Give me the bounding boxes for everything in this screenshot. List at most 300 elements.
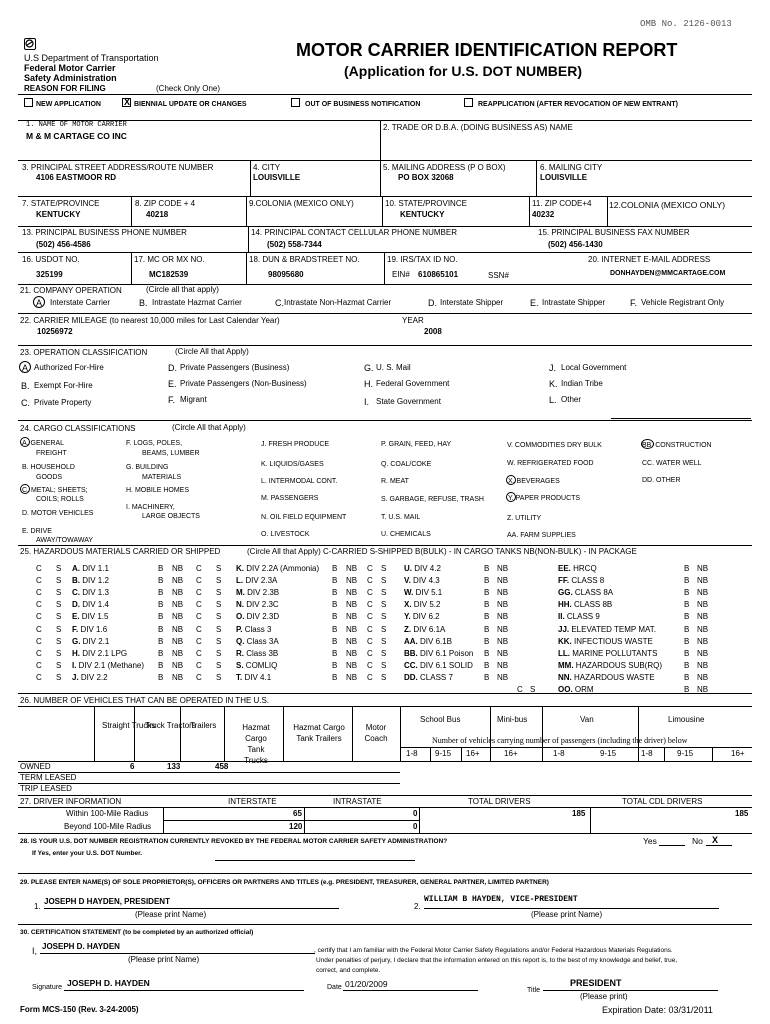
field-6-value[interactable]: LOUISVILLE [540, 173, 588, 182]
cargo-beverages[interactable]: X. BEVERAGES [508, 478, 560, 485]
bulk-option[interactable]: B [158, 588, 164, 598]
bulk-option[interactable]: B [484, 600, 490, 610]
field-20-value[interactable]: DONHAYDEN@MMCARTAGE.COM [610, 270, 726, 277]
q29-name-1[interactable]: JOSEPH D HAYDEN, PRESIDENT [44, 897, 170, 906]
hazmat-x-div-5-2: X. DIV 5.2 [404, 600, 441, 610]
drivers-total-header: TOTAL DRIVERS [468, 797, 531, 806]
cargo-livestock[interactable]: O. LIVESTOCK [261, 531, 310, 538]
field-16-value[interactable]: 325199 [36, 270, 63, 279]
bulk-option[interactable]: B [158, 612, 164, 622]
option-migrant[interactable]: Migrant [180, 395, 207, 404]
other-underline [611, 418, 751, 419]
bulk-option[interactable]: B [332, 624, 338, 634]
q28-no-mark: X [712, 835, 719, 845]
shipped-option[interactable]: S [56, 672, 62, 682]
shipped-option[interactable]: S [381, 588, 387, 598]
carried-option[interactable]: C [196, 648, 202, 658]
shipped-option[interactable]: S [216, 624, 222, 634]
option-letter[interactable]: J. [549, 363, 557, 373]
shipped-option[interactable]: S [381, 612, 387, 622]
non-bulk-option[interactable]: NB [697, 672, 709, 682]
cargo-intermodal[interactable]: L. INTERMODAL CONT. [261, 478, 338, 485]
non-bulk-option[interactable]: NB [172, 588, 184, 598]
carried-option[interactable]: C [367, 600, 373, 610]
carried-option[interactable]: C [367, 564, 373, 573]
non-bulk-option[interactable]: NB [346, 612, 358, 622]
field-5-value[interactable]: PO BOX 32068 [398, 173, 454, 182]
bulk-option[interactable]: B [158, 600, 164, 610]
field-7-value[interactable]: KENTUCKY [36, 210, 81, 219]
non-bulk-option[interactable]: NB [497, 648, 509, 658]
non-bulk-option[interactable]: NB [497, 636, 509, 646]
carried-option[interactable]: C [36, 612, 42, 622]
q28-no-line[interactable] [706, 845, 732, 846]
non-bulk-option[interactable]: NB [497, 612, 509, 622]
option-letter[interactable]: C. [21, 398, 30, 408]
field-19-ssn-label: SSN# [488, 271, 509, 280]
beyond-interstate-value[interactable]: 120 [289, 822, 303, 831]
non-bulk-option[interactable]: NB [172, 636, 184, 646]
field-4-value[interactable]: LOUISVILLE [253, 173, 301, 182]
owned-truck-tractors[interactable]: 133 [167, 762, 181, 771]
option-us-mail[interactable]: U. S. Mail [376, 363, 411, 372]
field-13-value[interactable]: (502) 456-4586 [36, 240, 91, 249]
non-bulk-option[interactable]: NB [172, 672, 184, 682]
option-authorized-for-hire[interactable]: Authorized For-Hire [34, 363, 104, 372]
bulk-option[interactable]: B [684, 588, 690, 598]
cargo-other[interactable]: DD. OTHER [642, 477, 681, 484]
carried-option[interactable]: C [196, 576, 202, 586]
bulk-option[interactable]: B [332, 564, 338, 573]
non-bulk-option[interactable]: NB [172, 648, 184, 658]
carried-option[interactable]: C [517, 685, 523, 694]
shipped-option[interactable]: S [381, 660, 387, 670]
option-state-government[interactable]: State Government [376, 397, 441, 406]
hazmat-i-div-2-1-methane: I. DIV 2.1 (Methane) [72, 660, 145, 670]
field-10-value[interactable]: KENTUCKY [400, 210, 445, 219]
cargo-drive-away[interactable]: E. DRIVE [22, 528, 52, 535]
field-3-label: 3. PRINCIPAL STREET ADDRESS/ROUTE NUMBER [22, 163, 214, 172]
mileage-value[interactable]: 10256972 [37, 327, 73, 336]
bulk-option[interactable]: B [332, 636, 338, 646]
non-bulk-option[interactable]: NB [697, 660, 709, 670]
non-bulk-option[interactable]: NB [346, 660, 358, 670]
field-7-label: 7. STATE/PROVINCE [22, 199, 100, 208]
bulk-option[interactable]: B [484, 564, 490, 573]
shipped-option[interactable]: S [56, 660, 62, 670]
carried-option[interactable]: C [367, 636, 373, 646]
carried-option[interactable]: C [36, 672, 42, 682]
carried-option[interactable]: C [367, 624, 373, 634]
bulk-option[interactable]: B [684, 564, 690, 573]
option-letter[interactable]: K. [549, 379, 558, 389]
option-exempt-for-hire[interactable]: Exempt For-Hire [34, 381, 93, 390]
option-indian-tribe[interactable]: Indian Tribe [561, 379, 603, 388]
bulk-option[interactable]: B [684, 685, 690, 694]
shipped-option[interactable]: S [56, 600, 62, 610]
carried-option[interactable]: C [36, 660, 42, 670]
owned-straight-trucks[interactable]: 6 [130, 762, 135, 771]
non-bulk-option[interactable]: NB [697, 685, 709, 694]
option-letter[interactable]: F. [630, 298, 638, 308]
cargo-logs-poles[interactable]: F. LOGS, POLES, [126, 440, 183, 447]
non-bulk-option[interactable]: NB [697, 612, 709, 622]
bulk-option[interactable]: B [158, 648, 164, 658]
option-private-property[interactable]: Private Property [34, 398, 92, 407]
option-local-government[interactable]: Local Government [561, 363, 627, 372]
carried-option[interactable]: C [36, 624, 42, 634]
cargo-paper-products[interactable]: Y. PAPER PRODUCTS [508, 495, 581, 502]
carried-option[interactable]: C [196, 660, 202, 670]
non-bulk-option[interactable]: NB [346, 672, 358, 682]
cargo-machinery[interactable]: I. MACHINERY, [126, 504, 175, 511]
row-trip-leased: TRIP LEASED [20, 784, 72, 793]
total-cdl-drivers-value[interactable]: 185 [735, 809, 749, 818]
range-label: 1-8 [553, 749, 565, 758]
non-bulk-option[interactable]: NB [497, 672, 509, 682]
shipped-option[interactable]: S [216, 636, 222, 646]
reapplication-label: REAPPLICATION (AFTER REVOCATION OF NEW ENTRANT) [478, 101, 679, 108]
field-17-value[interactable]: MC182539 [149, 270, 189, 279]
option-private-passengers-nonbusiness[interactable]: Private Passengers (Non-Business) [180, 379, 307, 388]
cargo-us-mail[interactable]: T. U.S. MAIL [381, 514, 421, 521]
hazmat-gg-class-8a: GG. CLASS 8A [558, 588, 614, 598]
cargo-household-goods[interactable]: B. HOUSEHOLD [22, 464, 75, 471]
cargo-fresh-produce[interactable]: J. FRESH PRODUCE [261, 441, 330, 448]
carried-option[interactable]: C [196, 624, 202, 634]
total-drivers-value[interactable]: 185 [572, 809, 586, 818]
shipped-option[interactable]: S [381, 672, 387, 682]
out-of-business-label: OUT OF BUSINESS NOTIFICATION [305, 101, 421, 108]
non-bulk-option[interactable]: NB [346, 600, 358, 610]
row-owned: OWNED [20, 762, 51, 771]
option-intrastate-shipper[interactable]: Intrastate Shipper [542, 298, 606, 307]
carried-option[interactable]: C [36, 648, 42, 658]
bulk-option[interactable]: B [484, 612, 490, 622]
field-8-value[interactable]: 40218 [146, 210, 169, 219]
bulk-option[interactable]: B [684, 636, 690, 646]
q29-name-2[interactable]: WILLIAM B HAYDEN, VICE-PRESIDENT [424, 895, 578, 904]
hazmat-dd-class-7: DD. CLASS 7 [404, 672, 453, 682]
reason-label: REASON FOR FILING [24, 84, 106, 93]
carried-option[interactable]: C [367, 660, 373, 670]
bulk-option[interactable]: B [684, 672, 690, 682]
q29-print-hint-1: (Please print Name) [135, 910, 207, 919]
non-bulk-option[interactable]: NB [346, 576, 358, 586]
shipped-option[interactable]: S [216, 660, 222, 670]
shipped-option[interactable]: S [216, 648, 222, 658]
option-letter[interactable]: A [36, 298, 43, 308]
field-5-label: 5. MAILING ADDRESS (P O BOX) [383, 163, 506, 172]
non-bulk-option[interactable]: NB [497, 588, 509, 598]
carried-option[interactable]: C [196, 636, 202, 646]
option-other[interactable]: Other [561, 395, 582, 404]
cargo-grain-feed[interactable]: P. GRAIN, FEED, HAY [381, 441, 452, 448]
non-bulk-option[interactable]: NB [697, 576, 709, 586]
shipped-option[interactable]: S [381, 636, 387, 646]
field-15-value[interactable]: (502) 456-1430 [548, 240, 603, 249]
cargo-metal-sheets[interactable]: C. METAL; SHEETS; [22, 487, 88, 494]
carried-option[interactable]: C [367, 672, 373, 682]
expiration-date: Expiration Date: 03/31/2011 [602, 1005, 713, 1015]
form-title: MOTOR CARRIER IDENTIFICATION REPORT [296, 40, 678, 60]
biennial-update-label: BIENNIAL UPDATE OR CHANGES [134, 101, 247, 108]
carried-option[interactable]: C [36, 636, 42, 646]
carried-option[interactable]: C [196, 564, 202, 573]
year-value[interactable]: 2008 [424, 327, 442, 336]
bulk-option[interactable]: B [158, 660, 164, 670]
title-label: Title [527, 987, 540, 994]
cargo-label-line: MATERIALS [142, 474, 182, 481]
option-letter[interactable]: B. [139, 298, 148, 308]
bulk-option[interactable]: B [332, 612, 338, 622]
within-interstate-value[interactable]: 65 [293, 809, 302, 818]
shipped-option[interactable]: S [56, 636, 62, 646]
reapplication-checkbox[interactable] [464, 98, 473, 107]
option-letter[interactable]: D. [168, 363, 177, 373]
field-18-value[interactable]: 98095680 [268, 270, 304, 279]
shipped-option[interactable]: S [381, 624, 387, 634]
carried-option[interactable]: C [196, 600, 202, 610]
field-10-label: 10. STATE/PROVINCE [385, 199, 467, 208]
shipped-option[interactable]: S [381, 564, 387, 573]
shipped-option[interactable]: S [216, 576, 222, 586]
shipped-option[interactable]: S [56, 648, 62, 658]
hazmat-ll-marine-pollutants: LL. MARINE POLLUTANTS [558, 648, 658, 658]
non-bulk-option[interactable]: NB [497, 600, 509, 610]
bulk-option[interactable]: B [332, 588, 338, 598]
non-bulk-option[interactable]: NB [172, 576, 184, 586]
shipped-option[interactable]: S [56, 564, 62, 573]
shipped-option[interactable]: S [381, 648, 387, 658]
bulk-option[interactable]: B [484, 636, 490, 646]
range-label: 1-8 [641, 749, 653, 758]
non-bulk-option[interactable]: NB [697, 624, 709, 634]
cargo-liquids-gases[interactable]: K. LIQUIDS/GASES [261, 461, 324, 468]
bulk-option[interactable]: B [484, 672, 490, 682]
non-bulk-option[interactable]: NB [497, 564, 509, 573]
shipped-option[interactable]: S [56, 624, 62, 634]
non-bulk-option[interactable]: NB [697, 636, 709, 646]
beyond-intrastate-value[interactable]: 0 [413, 822, 418, 831]
shipped-option[interactable]: S [216, 564, 222, 573]
bulk-option[interactable]: B [484, 576, 490, 586]
cargo-coal-coke[interactable]: Q. COAL/COKE [381, 461, 432, 468]
date-value[interactable]: 01/20/2009 [345, 979, 388, 989]
shipped-option[interactable]: S [216, 612, 222, 622]
carried-option[interactable]: C [367, 588, 373, 598]
shipped-option[interactable]: S [216, 588, 222, 598]
option-private-passengers-business[interactable]: Private Passengers (Business) [180, 363, 290, 372]
field-14-value[interactable]: (502) 558-7344 [267, 240, 322, 249]
bulk-option[interactable]: B [684, 648, 690, 658]
non-bulk-option[interactable]: NB [697, 564, 709, 573]
signature-value[interactable]: JOSEPH D. HAYDEN [67, 978, 150, 988]
bulk-option[interactable]: B [158, 576, 164, 586]
carried-option[interactable]: C [367, 612, 373, 622]
carried-option[interactable]: C [196, 612, 202, 622]
non-bulk-option[interactable]: NB [497, 660, 509, 670]
shipped-option[interactable]: S [56, 576, 62, 586]
cargo-chemicals[interactable]: U. CHEMICALS [381, 531, 431, 538]
within-100-mile-label: Within 100-Mile Radius [66, 809, 149, 818]
field-20-label: 20. INTERNET E-MAIL ADDRESS [588, 255, 711, 264]
q30-certifier-name[interactable]: JOSEPH D. HAYDEN [42, 942, 120, 951]
cargo-label-line: GOODS [36, 474, 63, 481]
option-letter[interactable]: H. [364, 379, 373, 389]
field-8-label: 8. ZIP CODE + 4 [135, 199, 196, 208]
option-letter[interactable]: L. [549, 395, 557, 405]
drivers-total-cdl-header: TOTAL CDL DRIVERS [622, 797, 703, 806]
hazmat-h-div-2-1-lpg: H. DIV 2.1 LPG [72, 648, 128, 658]
new-application-label: NEW APPLICATION [36, 101, 101, 108]
shipped-option[interactable]: S [381, 600, 387, 610]
cargo-motor-vehicles[interactable]: D. MOTOR VEHICLES [22, 510, 94, 517]
bulk-option[interactable]: B [684, 600, 690, 610]
title-value[interactable]: PRESIDENT [570, 978, 622, 988]
shipped-option[interactable]: S [56, 588, 62, 598]
bulk-option[interactable]: B [484, 648, 490, 658]
carried-option[interactable]: C [36, 576, 42, 586]
owned-trailers[interactable]: 458 [215, 762, 229, 771]
bulk-option[interactable]: B [684, 660, 690, 670]
non-bulk-option[interactable]: NB [346, 588, 358, 598]
cargo-water-well[interactable]: CC. WATER WELL [642, 460, 702, 467]
bulk-option[interactable]: B [332, 648, 338, 658]
title-print-hint: (Please print) [580, 992, 628, 1001]
shipped-option[interactable]: S [216, 672, 222, 682]
cargo-passengers[interactable]: M. PASSENGERS [261, 495, 319, 502]
carried-option[interactable]: C [36, 588, 42, 598]
non-bulk-option[interactable]: NB [172, 564, 184, 573]
bulk-option[interactable]: B [332, 672, 338, 682]
out-of-business-checkbox[interactable] [291, 98, 300, 107]
field-1-label: 1. NAME OF MOTOR CARRIER [26, 121, 127, 129]
bulk-option[interactable]: B [158, 624, 164, 634]
non-bulk-option[interactable]: NB [172, 624, 184, 634]
non-bulk-option[interactable]: NB [346, 624, 358, 634]
bulk-option[interactable]: B [484, 624, 490, 634]
new-application-checkbox[interactable] [24, 98, 33, 107]
shipped-option[interactable]: S [381, 576, 387, 586]
range-label: 9-15 [600, 749, 617, 758]
field-4-label: 4. CITY [253, 163, 281, 172]
option-letter[interactable]: G. [364, 363, 374, 373]
field-19-ein-label: EIN# [392, 270, 410, 279]
non-bulk-option[interactable]: NB [172, 660, 184, 670]
cargo-construction[interactable]: BB. CONSTRUCTION [642, 442, 712, 449]
q28-yes-line[interactable] [659, 845, 685, 846]
bulk-option[interactable]: B [684, 576, 690, 586]
carried-option[interactable]: C [367, 648, 373, 658]
carried-option[interactable]: C [36, 600, 42, 610]
non-bulk-option[interactable]: NB [346, 648, 358, 658]
bulk-option[interactable]: B [684, 612, 690, 622]
cargo-farm-supplies[interactable]: AA. FARM SUPPLIES [507, 532, 576, 539]
q28-dot-number-line[interactable] [215, 860, 415, 861]
option-federal-government[interactable]: Federal Government [376, 379, 450, 388]
field-3-value[interactable]: 4106 EASTMOOR RD [36, 173, 117, 182]
bulk-option[interactable]: B [332, 576, 338, 586]
cargo-label-line: COILS; ROLLS [36, 496, 84, 503]
bulk-option[interactable]: B [484, 588, 490, 598]
option-interstate-carrier[interactable]: Interstate Carrier [50, 298, 111, 307]
cargo-general-freight[interactable]: A. GENERAL [22, 440, 65, 447]
cargo-meat[interactable]: R. MEAT [381, 478, 409, 485]
non-bulk-option[interactable]: NB [172, 600, 184, 610]
carried-option[interactable]: C [196, 672, 202, 682]
option-letter[interactable]: E. [530, 298, 539, 308]
hazmat-bb-div-6-1-poison: BB. DIV 6.1 Poison [404, 648, 474, 658]
option-letter[interactable]: D. [428, 298, 437, 308]
option-letter[interactable]: B. [21, 381, 30, 391]
cargo-refrigerated-food[interactable]: W. REFRIGERATED FOOD [507, 460, 594, 467]
option-letter[interactable]: A [22, 363, 29, 373]
bulk-option[interactable]: B [332, 600, 338, 610]
cargo-building-materials[interactable]: G. BUILDING [126, 464, 169, 471]
carried-option[interactable]: C [367, 576, 373, 586]
option-vehicle-registrant[interactable]: Vehicle Registrant Only [641, 298, 725, 307]
shipped-option[interactable]: S [56, 612, 62, 622]
non-bulk-option[interactable]: NB [697, 588, 709, 598]
field-15-label: 15. PRINCIPAL BUSINESS FAX NUMBER [538, 228, 690, 237]
option-interstate-shipper[interactable]: Interstate Shipper [440, 298, 504, 307]
shipped-option[interactable]: S [216, 600, 222, 610]
hazmat-kk-infectious-waste: KK. INFECTIOUS WASTE [558, 636, 653, 646]
carried-option[interactable]: C [36, 564, 42, 573]
option-intrastate-non-hazmat[interactable]: Intrastate Non-Hazmat Carrier [284, 298, 392, 307]
hazmat-f-div-1-6: F. DIV 1.6 [72, 624, 108, 634]
option-letter[interactable]: C. [275, 298, 284, 308]
within-intrastate-value[interactable]: 0 [413, 809, 418, 818]
hazmat-d-div-1-4: D. DIV 1.4 [72, 600, 109, 610]
non-bulk-option[interactable]: NB [346, 564, 358, 573]
shipped-option[interactable]: S [530, 685, 536, 694]
non-bulk-option[interactable]: NB [172, 612, 184, 622]
bulk-option[interactable]: B [332, 660, 338, 670]
hazmat-hh-class-8b: HH. CLASS 8B [558, 600, 613, 610]
header-truck-tractors: Truck Tractors [145, 721, 196, 730]
option-letter[interactable]: F. [168, 395, 176, 405]
cargo-mobile-homes[interactable]: H. MOBILE HOMES [126, 487, 190, 494]
non-bulk-option[interactable]: NB [346, 636, 358, 646]
q30-print-name-hint: (Please print Name) [128, 955, 200, 964]
non-bulk-option[interactable]: NB [497, 624, 509, 634]
bulk-option[interactable]: B [158, 636, 164, 646]
option-intrastate-hazmat[interactable]: Intrastate Hazmat Carrier [152, 298, 242, 307]
cargo-utility[interactable]: Z. UTILITY [507, 515, 542, 522]
hazmat-ff-class-8: FF. CLASS 8 [558, 576, 605, 586]
bulk-option[interactable]: B [158, 564, 164, 573]
option-letter[interactable]: I. [364, 397, 370, 407]
cargo-dry-bulk[interactable]: V. COMMODITIES DRY BULK [507, 442, 602, 449]
cargo-oil-field[interactable]: N. OIL FIELD EQUIPMENT [261, 514, 347, 521]
field-1-value[interactable]: M & M CARTAGE CO INC [26, 131, 127, 141]
option-letter[interactable]: E. [168, 379, 177, 389]
non-bulk-option[interactable]: NB [697, 600, 709, 610]
bulk-option[interactable]: B [684, 624, 690, 634]
bulk-option[interactable]: B [484, 660, 490, 670]
bulk-option[interactable]: B [158, 672, 164, 682]
cargo-garbage[interactable]: S. GARBAGE, REFUSE, TRASH [381, 496, 484, 503]
non-bulk-option[interactable]: NB [497, 576, 509, 586]
carried-option[interactable]: C [196, 588, 202, 598]
field-11-value[interactable]: 40232 [532, 210, 555, 219]
range-label: 1-8 [406, 749, 418, 758]
non-bulk-option[interactable]: NB [697, 648, 709, 658]
field-19-ein-value[interactable]: 610865101 [418, 270, 459, 279]
hazmat-u-div-4-2: U. DIV 4.2 [404, 564, 441, 573]
